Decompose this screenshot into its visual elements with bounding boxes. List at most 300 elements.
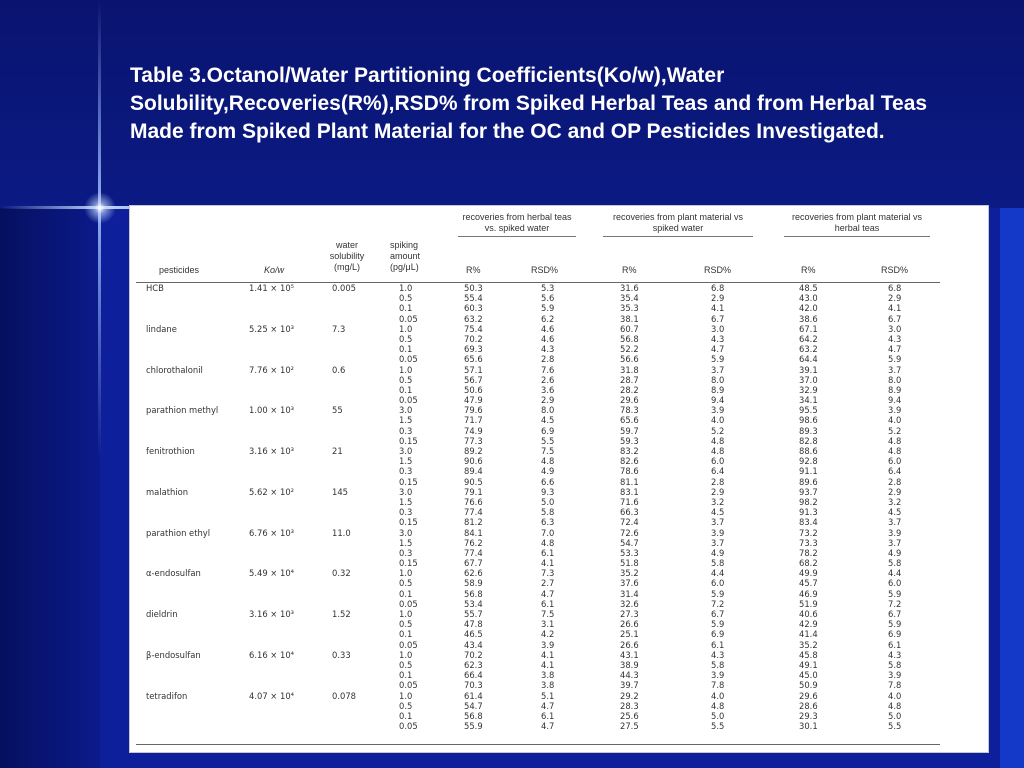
table-row xyxy=(136,691,940,701)
cell-rsd3: 6.1 xyxy=(888,639,902,650)
cell-rsd1: 6.9 xyxy=(541,425,555,436)
cell-spiking-amount: 1.0 xyxy=(399,283,413,293)
cell-r1: 67.7 xyxy=(464,558,483,569)
cell-rsd2: 3.9 xyxy=(711,527,725,538)
cell-rsd1: 3.8 xyxy=(541,670,555,681)
cell-rsd3: 6.9 xyxy=(888,629,902,640)
cell-rsd1: 9.3 xyxy=(541,486,555,497)
cell-spiking-amount: 1.0 xyxy=(399,609,413,619)
group-rule xyxy=(603,236,753,237)
cell-r3: 50.9 xyxy=(799,680,818,691)
col-header-pesticides: pesticides xyxy=(159,265,200,275)
cell-spiking-amount: 1.5 xyxy=(399,496,413,507)
cell-rsd2: 3.7 xyxy=(711,517,725,528)
col-header-spiking-amount: spiking amount (pg/μL) xyxy=(390,240,421,272)
cell-r3: 42.9 xyxy=(799,619,818,630)
cell-r3: 29.3 xyxy=(799,710,818,721)
table-row xyxy=(136,293,940,303)
cell-kow: 1.41 × 10⁵ xyxy=(249,283,295,293)
table-row xyxy=(136,446,940,456)
cell-spiking-amount: 0.15 xyxy=(399,517,418,528)
cell-r2: 60.7 xyxy=(620,323,639,334)
cell-rsd2: 4.7 xyxy=(711,344,725,355)
table-header xyxy=(136,210,940,283)
cell-water-solubility: 0.078 xyxy=(332,690,356,701)
cell-rsd2: 5.2 xyxy=(711,425,725,436)
cell-pesticide: HCB xyxy=(146,283,164,293)
cell-r1: 58.9 xyxy=(464,578,483,589)
cell-r2: 59.3 xyxy=(620,435,639,446)
table-row xyxy=(136,701,940,711)
cell-r3: 78.2 xyxy=(799,547,818,558)
cell-rsd3: 4.0 xyxy=(888,415,902,426)
cell-r2: 31.6 xyxy=(620,283,639,293)
cell-rsd3: 9.4 xyxy=(888,395,902,406)
cell-rsd2: 4.0 xyxy=(711,415,725,426)
cell-rsd2: 6.0 xyxy=(711,578,725,589)
table-row xyxy=(136,456,940,466)
cell-water-solubility: 0.32 xyxy=(332,568,351,579)
cell-rsd1: 7.0 xyxy=(541,527,555,538)
cell-r2: 27.3 xyxy=(620,609,639,619)
cell-r2: 28.3 xyxy=(620,700,639,711)
col-header-r3: R% xyxy=(801,265,816,275)
cell-spiking-amount: 0.5 xyxy=(399,333,413,344)
cell-rsd3: 5.0 xyxy=(888,710,902,721)
cell-r3: 73.2 xyxy=(799,527,818,538)
cell-pesticide: chlorothalonil xyxy=(146,364,203,375)
cell-rsd3: 3.0 xyxy=(888,323,902,334)
cell-rsd1: 6.3 xyxy=(541,517,555,528)
cell-rsd2: 3.2 xyxy=(711,496,725,507)
cell-spiking-amount: 0.1 xyxy=(399,710,413,721)
cell-spiking-amount: 3.0 xyxy=(399,486,413,497)
cell-r3: 93.7 xyxy=(799,486,818,497)
cell-spiking-amount: 0.5 xyxy=(399,619,413,630)
light-flare-star xyxy=(84,192,116,224)
cell-r1: 65.6 xyxy=(464,354,483,365)
cell-rsd2: 6.9 xyxy=(711,629,725,640)
cell-rsd1: 2.6 xyxy=(541,374,555,385)
cell-rsd2: 3.7 xyxy=(711,364,725,375)
cell-rsd2: 5.8 xyxy=(711,659,725,670)
cell-rsd1: 6.6 xyxy=(541,476,555,487)
cell-rsd1: 7.5 xyxy=(541,446,555,456)
cell-r2: 26.6 xyxy=(620,619,639,630)
table-row xyxy=(136,497,940,507)
cell-r1: 43.4 xyxy=(464,639,483,650)
cell-water-solubility: 0.005 xyxy=(332,283,356,293)
cell-spiking-amount: 0.1 xyxy=(399,670,413,681)
cell-rsd3: 3.7 xyxy=(888,517,902,528)
cell-rsd2: 6.1 xyxy=(711,639,725,650)
cell-kow: 7.76 × 10² xyxy=(249,364,295,375)
cell-rsd3: 4.9 xyxy=(888,547,902,558)
cell-r2: 81.1 xyxy=(620,476,639,487)
cell-spiking-amount: 0.05 xyxy=(399,395,418,406)
cell-r3: 49.1 xyxy=(799,659,818,670)
cell-rsd3: 2.8 xyxy=(888,476,902,487)
table-row xyxy=(136,405,940,415)
table-row xyxy=(136,609,940,619)
cell-rsd1: 4.3 xyxy=(541,344,555,355)
cell-r2: 35.3 xyxy=(620,303,639,314)
cell-rsd3: 5.8 xyxy=(888,558,902,569)
left-margin-band xyxy=(0,208,100,768)
cell-rsd1: 3.9 xyxy=(541,639,555,650)
cell-r3: 89.3 xyxy=(799,425,818,436)
cell-r2: 29.2 xyxy=(620,690,639,701)
cell-rsd1: 4.8 xyxy=(541,537,555,548)
cell-r2: 83.1 xyxy=(620,486,639,497)
table-row xyxy=(136,711,940,721)
cell-spiking-amount: 1.0 xyxy=(399,568,413,579)
cell-rsd2: 5.0 xyxy=(711,710,725,721)
table-row xyxy=(136,660,940,670)
cell-r3: 41.4 xyxy=(799,629,818,640)
cell-rsd3: 8.0 xyxy=(888,374,902,385)
table-row xyxy=(136,538,940,548)
cell-spiking-amount: 0.5 xyxy=(399,700,413,711)
cell-r2: 29.6 xyxy=(620,395,639,406)
cell-r1: 74.9 xyxy=(464,425,483,436)
cell-rsd1: 5.1 xyxy=(541,690,555,701)
cell-r2: 31.8 xyxy=(620,364,639,375)
cell-r2: 65.6 xyxy=(620,415,639,426)
table-row xyxy=(136,680,940,690)
table-row xyxy=(136,283,940,293)
cell-rsd2: 4.4 xyxy=(711,568,725,579)
cell-rsd3: 6.8 xyxy=(888,283,902,293)
cell-kow: 6.76 × 10³ xyxy=(249,527,295,538)
cell-r1: 70.3 xyxy=(464,680,483,691)
col-header-rsd2: RSD% xyxy=(704,265,732,275)
cell-rsd1: 6.1 xyxy=(541,547,555,558)
group-header-plant-vs-water: recoveries from plant material vs spiked water xyxy=(612,212,744,233)
cell-spiking-amount: 0.05 xyxy=(399,598,418,609)
cell-r3: 28.6 xyxy=(799,700,818,711)
slide-title: Table 3.Octanol/Water Partitioning Coefficients(Ko/w),Water Solubility,Recoveries(R%),RSD% from Spiked Herbal Teas and from Herbal Teas Made from Spiked Plant Material for the OC and OP Pesticides Investigated. xyxy=(130,64,928,143)
cell-r2: 39.7 xyxy=(620,680,639,691)
cell-rsd1: 4.7 xyxy=(541,588,555,599)
table-row xyxy=(136,670,940,680)
cell-rsd2: 5.8 xyxy=(711,558,725,569)
cell-spiking-amount: 0.15 xyxy=(399,558,418,569)
cell-r1: 47.8 xyxy=(464,619,483,630)
table-row xyxy=(136,507,940,517)
cell-r2: 83.2 xyxy=(620,446,639,456)
cell-r2: 51.8 xyxy=(620,558,639,569)
cell-rsd3: 6.0 xyxy=(888,578,902,589)
cell-r2: 66.3 xyxy=(620,507,639,518)
cell-r3: 45.7 xyxy=(799,578,818,589)
cell-r1: 70.2 xyxy=(464,649,483,660)
cell-r2: 54.7 xyxy=(620,537,639,548)
cell-water-solubility: 0.6 xyxy=(332,364,346,375)
cell-rsd3: 5.5 xyxy=(888,721,902,732)
group-header-plant-vs-teas: recoveries from plant material vs herbal teas xyxy=(791,212,923,233)
cell-r1: 47.9 xyxy=(464,395,483,406)
cell-r2: 26.6 xyxy=(620,639,639,650)
cell-r2: 82.6 xyxy=(620,456,639,467)
cell-spiking-amount: 0.05 xyxy=(399,313,418,324)
cell-spiking-amount: 0.1 xyxy=(399,303,413,314)
cell-rsd1: 5.8 xyxy=(541,507,555,518)
table-row xyxy=(136,344,940,354)
table-row xyxy=(136,528,940,538)
cell-r3: 88.6 xyxy=(799,446,818,456)
cell-rsd2: 4.1 xyxy=(711,303,725,314)
cell-r2: 35.2 xyxy=(620,568,639,579)
cell-rsd3: 3.9 xyxy=(888,527,902,538)
cell-r1: 57.1 xyxy=(464,364,483,375)
table-row xyxy=(136,354,940,364)
cell-water-solubility: 1.52 xyxy=(332,609,351,619)
cell-pesticide: dieldrin xyxy=(146,609,178,619)
table-row xyxy=(136,619,940,629)
cell-r3: 91.1 xyxy=(799,466,818,477)
cell-r1: 53.4 xyxy=(464,598,483,609)
cell-pesticide: malathion xyxy=(146,486,189,497)
cell-r1: 55.7 xyxy=(464,609,483,619)
cell-r1: 77.4 xyxy=(464,547,483,558)
cell-kow: 3.16 × 10³ xyxy=(249,446,295,456)
data-table-image xyxy=(129,205,989,753)
cell-r3: 40.6 xyxy=(799,609,818,619)
cell-r3: 51.9 xyxy=(799,598,818,609)
right-margin-band xyxy=(1000,208,1024,768)
cell-r1: 89.4 xyxy=(464,466,483,477)
table-row xyxy=(136,477,940,487)
cell-r3: 35.2 xyxy=(799,639,818,650)
table-row xyxy=(136,436,940,446)
col-header-rsd3: RSD% xyxy=(881,265,909,275)
cell-rsd1: 4.8 xyxy=(541,456,555,467)
cell-pesticide: β-endosulfan xyxy=(146,649,201,660)
cell-rsd2: 7.8 xyxy=(711,680,725,691)
cell-r2: 38.1 xyxy=(620,313,639,324)
table-row xyxy=(136,314,940,324)
cell-rsd2: 4.9 xyxy=(711,547,725,558)
cell-r3: 91.3 xyxy=(799,507,818,518)
table-row xyxy=(136,487,940,497)
cell-r3: 39.1 xyxy=(799,364,818,375)
cell-r1: 70.2 xyxy=(464,333,483,344)
cell-r2: 35.4 xyxy=(620,293,639,304)
cell-pesticide: parathion methyl xyxy=(146,405,219,416)
cell-pesticide: tetradifon xyxy=(146,690,188,701)
cell-r2: 28.7 xyxy=(620,374,639,385)
cell-r1: 76.2 xyxy=(464,537,483,548)
cell-spiking-amount: 0.1 xyxy=(399,344,413,355)
cell-r3: 34.1 xyxy=(799,395,818,406)
cell-rsd2: 6.7 xyxy=(711,313,725,324)
cell-rsd3: 2.9 xyxy=(888,293,902,304)
cell-r1: 50.6 xyxy=(464,384,483,395)
cell-pesticide: fenitrothion xyxy=(146,446,195,456)
cell-rsd1: 5.6 xyxy=(541,293,555,304)
cell-r2: 25.6 xyxy=(620,710,639,721)
cell-r3: 98.2 xyxy=(799,496,818,507)
cell-rsd2: 6.4 xyxy=(711,466,725,477)
cell-r3: 38.6 xyxy=(799,313,818,324)
cell-rsd1: 8.0 xyxy=(541,405,555,416)
table-row xyxy=(136,599,940,609)
cell-spiking-amount: 0.5 xyxy=(399,293,413,304)
cell-rsd3: 4.3 xyxy=(888,333,902,344)
cell-rsd3: 6.7 xyxy=(888,313,902,324)
cell-water-solubility: 0.33 xyxy=(332,649,351,660)
cell-r3: 95.5 xyxy=(799,405,818,416)
cell-rsd3: 3.7 xyxy=(888,537,902,548)
cell-rsd2: 5.5 xyxy=(711,721,725,732)
cell-rsd2: 2.9 xyxy=(711,293,725,304)
cell-r1: 76.6 xyxy=(464,496,483,507)
cell-kow: 4.07 × 10⁴ xyxy=(249,690,295,701)
cell-spiking-amount: 0.05 xyxy=(399,721,418,732)
table-row xyxy=(136,548,940,558)
cell-r1: 60.3 xyxy=(464,303,483,314)
cell-r3: 64.2 xyxy=(799,333,818,344)
table-row xyxy=(136,640,940,650)
cell-kow: 5.62 × 10² xyxy=(249,486,295,497)
cell-r3: 63.2 xyxy=(799,344,818,355)
cell-r2: 72.6 xyxy=(620,527,639,538)
table-bottom-rule xyxy=(136,744,940,745)
cell-r3: 42.0 xyxy=(799,303,818,314)
cell-r3: 37.0 xyxy=(799,374,818,385)
cell-rsd3: 3.9 xyxy=(888,670,902,681)
cell-rsd3: 7.8 xyxy=(888,680,902,691)
cell-spiking-amount: 0.5 xyxy=(399,659,413,670)
cell-rsd3: 2.9 xyxy=(888,486,902,497)
table-row xyxy=(136,650,940,660)
cell-r2: 52.2 xyxy=(620,344,639,355)
cell-water-solubility: 145 xyxy=(332,486,348,497)
cell-rsd1: 3.1 xyxy=(541,619,555,630)
table-body xyxy=(136,283,940,731)
cell-rsd1: 4.1 xyxy=(541,649,555,660)
cell-pesticide: α-endosulfan xyxy=(146,568,201,579)
cell-r3: 92.8 xyxy=(799,456,818,467)
cell-r2: 31.4 xyxy=(620,588,639,599)
cell-r1: 77.3 xyxy=(464,435,483,446)
cell-r3: 83.4 xyxy=(799,517,818,528)
cell-r3: 82.8 xyxy=(799,435,818,446)
cell-rsd3: 4.8 xyxy=(888,446,902,456)
table-row xyxy=(136,721,940,731)
cell-rsd2: 4.8 xyxy=(711,446,725,456)
cell-rsd1: 6.2 xyxy=(541,313,555,324)
cell-spiking-amount: 1.0 xyxy=(399,323,413,334)
cell-spiking-amount: 1.5 xyxy=(399,456,413,467)
cell-spiking-amount: 0.1 xyxy=(399,588,413,599)
cell-r2: 56.6 xyxy=(620,354,639,365)
table-row xyxy=(136,558,940,568)
cell-r1: 56.8 xyxy=(464,588,483,599)
cell-spiking-amount: 3.0 xyxy=(399,405,413,416)
cell-r2: 28.2 xyxy=(620,384,639,395)
cell-rsd3: 8.9 xyxy=(888,384,902,395)
cell-r3: 89.6 xyxy=(799,476,818,487)
cell-rsd1: 5.0 xyxy=(541,496,555,507)
table-row xyxy=(136,395,940,405)
cell-rsd3: 5.8 xyxy=(888,659,902,670)
cell-rsd1: 4.2 xyxy=(541,629,555,640)
cell-rsd2: 8.0 xyxy=(711,374,725,385)
cell-rsd1: 4.6 xyxy=(541,323,555,334)
cell-r2: 37.6 xyxy=(620,578,639,589)
cell-rsd2: 4.3 xyxy=(711,649,725,660)
cell-spiking-amount: 0.15 xyxy=(399,476,418,487)
cell-r1: 79.1 xyxy=(464,486,483,497)
cell-r3: 43.0 xyxy=(799,293,818,304)
cell-r2: 53.3 xyxy=(620,547,639,558)
cell-rsd3: 6.4 xyxy=(888,466,902,477)
cell-rsd1: 7.5 xyxy=(541,609,555,619)
cell-r1: 90.5 xyxy=(464,476,483,487)
cell-r1: 66.4 xyxy=(464,670,483,681)
cell-kow: 5.25 × 10³ xyxy=(249,323,295,334)
cell-r2: 72.4 xyxy=(620,517,639,528)
cell-spiking-amount: 0.3 xyxy=(399,547,413,558)
cell-spiking-amount: 0.1 xyxy=(399,384,413,395)
table-row xyxy=(136,303,940,313)
cell-r1: 69.3 xyxy=(464,344,483,355)
cell-rsd2: 3.0 xyxy=(711,323,725,334)
cell-r2: 27.5 xyxy=(620,721,639,732)
cell-spiking-amount: 1.5 xyxy=(399,537,413,548)
cell-r2: 78.6 xyxy=(620,466,639,477)
col-header-r2: R% xyxy=(622,265,637,275)
cell-spiking-amount: 0.05 xyxy=(399,354,418,365)
cell-rsd2: 4.5 xyxy=(711,507,725,518)
cell-r1: 62.3 xyxy=(464,659,483,670)
cell-spiking-amount: 1.0 xyxy=(399,690,413,701)
table-row xyxy=(136,589,940,599)
cell-rsd3: 4.5 xyxy=(888,507,902,518)
cell-rsd1: 6.1 xyxy=(541,598,555,609)
cell-rsd3: 4.0 xyxy=(888,690,902,701)
cell-rsd3: 5.2 xyxy=(888,425,902,436)
cell-kow: 1.00 × 10³ xyxy=(249,405,295,416)
cell-r1: 62.6 xyxy=(464,568,483,579)
cell-spiking-amount: 0.05 xyxy=(399,680,418,691)
cell-r3: 32.9 xyxy=(799,384,818,395)
cell-rsd1: 2.9 xyxy=(541,395,555,406)
cell-r3: 73.3 xyxy=(799,537,818,548)
cell-rsd2: 5.9 xyxy=(711,588,725,599)
cell-r3: 98.6 xyxy=(799,415,818,426)
cell-rsd1: 2.8 xyxy=(541,354,555,365)
table-row xyxy=(136,568,940,578)
cell-kow: 5.49 × 10⁴ xyxy=(249,568,295,579)
table-row xyxy=(136,629,940,639)
cell-spiking-amount: 0.05 xyxy=(399,639,418,650)
cell-rsd2: 4.8 xyxy=(711,700,725,711)
cell-r2: 25.1 xyxy=(620,629,639,640)
cell-r1: 77.4 xyxy=(464,507,483,518)
cell-rsd3: 4.8 xyxy=(888,435,902,446)
cell-rsd3: 4.3 xyxy=(888,649,902,660)
table-row xyxy=(136,334,940,344)
cell-rsd2: 6.8 xyxy=(711,283,725,293)
cell-rsd3: 4.1 xyxy=(888,303,902,314)
cell-rsd2: 3.9 xyxy=(711,405,725,416)
cell-r3: 46.9 xyxy=(799,588,818,599)
col-header-kow: Ko/w xyxy=(264,265,285,275)
cell-rsd1: 5.5 xyxy=(541,435,555,446)
